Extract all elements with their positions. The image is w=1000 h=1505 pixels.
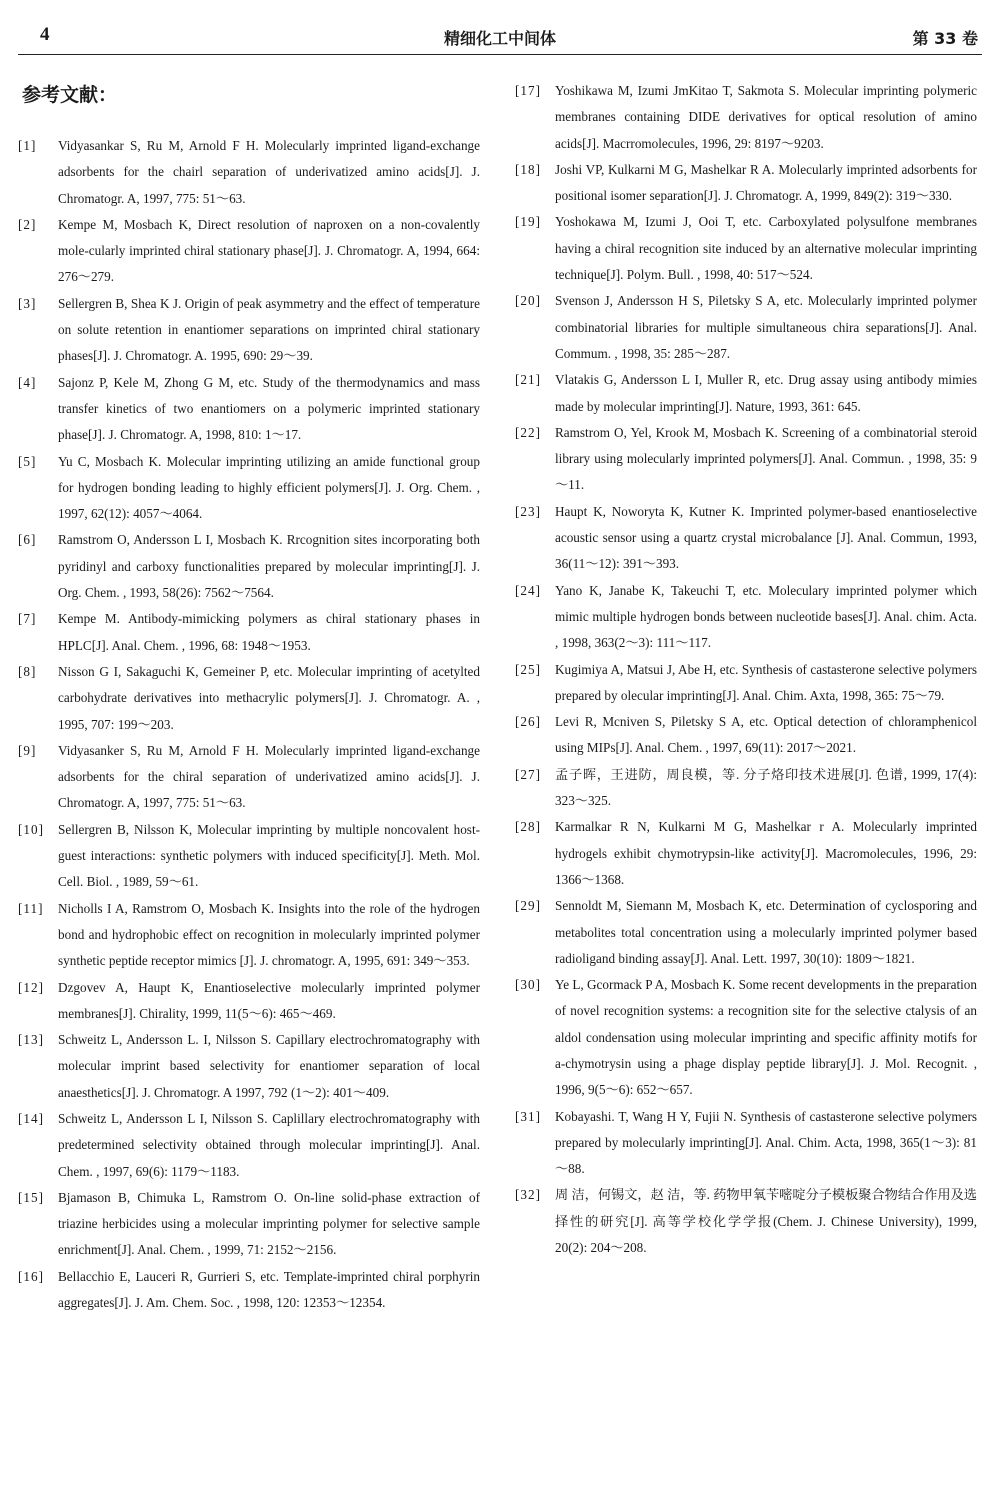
reference-text: Ramstrom O, Yel, Krook M, Mosbach K. Screening of a combinatorial steroid library using molecularly imprinted polymers[J]. Anal. Commun. , 1998, 35: 9～11.: [555, 424, 977, 493]
reference-number: [29]: [515, 898, 541, 914]
reference-text: Vlatakis G, Andersson L I, Muller R, etc. Drug assay using antibody mimies made by molecular imprinting[J]. Nature, 1993, 361: 645.: [555, 372, 977, 414]
reference-text: Yoshokawa M, Izumi J, Ooi T, etc. Carboxylated polysulfone membranes having a chiral recognition site induced by an alternative molecular imprinting technique[J]. Polym. Bull. , 1998, 40: 517～524.: [555, 214, 977, 283]
reference-number: [20]: [515, 293, 541, 309]
reference-item: [515, 157, 977, 210]
running-header: [18, 20, 982, 55]
reference-number: [1]: [18, 138, 37, 153]
reference-number: [26]: [515, 714, 541, 730]
reference-text: Karmalkar R N, Kulkarni M G, Mashelkar r A. Molecularly imprinted hydrogels exhibit chymotrypsin-like activity[J]. Macromolecules, 1996, 29: 1366～1368.: [555, 819, 977, 887]
reference-text: Ye L, Gcormack P A, Mosbach K. Some recent developments in the preparation of novel recognition systems: a recognition site for the selective ctalysis of an aldol condensation using molecular imprinting and specific affinity motifs for a-chymotrysin using a phage display peptide library[J]. J. Mol. Recognit. , 1996, 9(5～6): 652～657.: [555, 977, 977, 1098]
reference-item: [18, 212, 480, 291]
reference-number: [22]: [515, 424, 541, 440]
reference-item: [515, 1182, 977, 1261]
references-right-column: [515, 78, 977, 1261]
reference-text: Kobayashi. T, Wang H Y, Fujii N. Synthesis of castasterone selective polymers prepared by molecularly imprinting[J]. Anal. Chim. Acta, 1998, 365(1～3): 81～88.: [555, 1108, 977, 1177]
reference-item: [515, 762, 977, 815]
reference-text: Kempe M. Antibody-mimicking polymers as chiral stationary phases in HPLC[J]. Anal. Chem. , 1996, 68: 1948～1953.: [58, 611, 480, 653]
reference-text: 周 洁，何锡文，赵 洁，等. 药物甲氧苄嘧啶分子模板聚合物结合作用及选择性的研究[J]. 高等学校化学学报(Chem. J. Chinese University), 1999, 20(2): 204～208.: [555, 1187, 977, 1256]
reference-item: [515, 972, 977, 1103]
references-heading: 参考文献：: [22, 84, 118, 106]
reference-text: Ramstrom O, Andersson L I, Mosbach K. Rrcognition sites incorporating both pyridinyl and carboxy functionalities prepared by molecular imprinting[J]. J. Org. Chem. , 1993, 58(26): 7562～7564.: [58, 532, 480, 601]
reference-text: Dzgovev A, Haupt K, Enantioselective molecularly imprinted polymer membranes[J]. Chirality, 1999, 11(5～6): 465～469.: [58, 979, 480, 1021]
reference-number: [15]: [18, 1189, 44, 1205]
reference-number: [30]: [515, 977, 541, 993]
reference-number: [8]: [18, 663, 37, 679]
reference-number: [16]: [18, 1268, 44, 1284]
reference-number: [28]: [515, 819, 541, 835]
reference-number: [9]: [18, 742, 37, 758]
reference-item: [515, 288, 977, 367]
reference-item: [515, 367, 977, 420]
reference-number: [6]: [18, 532, 37, 548]
reference-text: Kugimiya A, Matsui J, Abe H, etc. Synthesis of castasterone selective polymers prepared by olecular imprinting[J]. Anal. Chim. Axta, 1998, 365: 75～79.: [555, 661, 977, 703]
reference-item: [18, 527, 480, 606]
reference-item: [515, 420, 977, 499]
journal-title: 精细化工中间体: [443, 29, 556, 48]
reference-text: 孟子晖，王进防，周良模，等. 分子烙印技术进展[J]. 色谱, 1999, 17(4): 323～325.: [555, 766, 977, 809]
reference-number: [2]: [18, 216, 37, 232]
references-left-column: [18, 133, 480, 1316]
reference-item: [18, 738, 480, 817]
reference-text: Joshi VP, Kulkarni M G, Mashelkar R A. Molecularly imprinted adsorbents for positional isomer separation[J]. J. Chromatogr. A, 1999, 849(2): 319～330.: [555, 161, 977, 204]
reference-text: Vidyasanker S, Ru M, Arnold F H. Molecularly imprinted ligand-exchange adsorbents for the chiral separation of underivatized amino acids[J]. J. Chromatogr. A, 1997, 775: 51～63.: [58, 742, 480, 811]
reference-number: [4]: [18, 374, 37, 390]
reference-number: [24]: [515, 582, 541, 598]
reference-number: [12]: [18, 979, 44, 995]
reference-number: [31]: [515, 1108, 541, 1124]
reference-item: [18, 1027, 480, 1106]
reference-item: [515, 709, 977, 762]
reference-number: [18]: [515, 161, 541, 177]
reference-item: [18, 1106, 480, 1185]
reference-item: [515, 578, 977, 657]
reference-item: [18, 1185, 480, 1264]
reference-item: [515, 657, 977, 710]
reference-item: [18, 133, 480, 212]
reference-text: Kempe M, Mosbach K, Direct resolution of naproxen on a non-covalently mole-cularly imprinted chiral stationary phase[J]. J. Chromatogr. A, 1994, 664: 276～279.: [58, 216, 480, 285]
reference-text: Sellergren B, Nilsson K, Molecular imprinting by multiple noncovalent host-guest interactions: synthetic polymers with induced specificity[J]. Meth. Mol. Cell. Biol. , 1989, 59～61.: [58, 821, 480, 890]
reference-item: [18, 370, 480, 449]
reference-item: [18, 896, 480, 975]
reference-text: Schweitz L, Andersson L. I, Nilsson S. Capillary electrochromatography with molecular imprint based selectivity for enantiomer separation of local anaesthetics[J]. J. Chromatogr. A 1997, 792 (1～2): 401～409.: [58, 1032, 480, 1100]
reference-item: [515, 893, 977, 972]
reference-text: Yano K, Janabe K, Takeuchi T, etc. Moleculary imprinted polymer which mimic multiple hydrogen bonds between nucleotide bases[J]. Anal. chim. Acta. , 1998, 363(2～3): 111～117.: [555, 582, 977, 651]
reference-item: [515, 1104, 977, 1183]
reference-text: Sellergren B, Shea K J. Origin of peak asymmetry and the effect of temperature on solute retention in enantiomer separations on imprinted chiral stationary phases[J]. J. Chromatogr. A. 1995, 690: 29～39.: [58, 295, 480, 364]
reference-number: [13]: [18, 1032, 44, 1048]
reference-item: [515, 499, 977, 578]
reference-number: [14]: [18, 1110, 44, 1126]
reference-text: Yu C, Mosbach K. Molecular imprinting utilizing an amide functional group for hydrogen bonding leading to highly efficient polymers[J]. J. Org. Chem. , 1997, 62(12): 4057～4064.: [58, 453, 480, 522]
reference-number: [23]: [515, 503, 541, 519]
reference-item: [18, 817, 480, 896]
reference-text: Levi R, Mcniven S, Piletsky S A, etc. Optical detection of chloramphenicol using MIPs[J]. Anal. Chem. , 1997, 69(11): 2017～2021.: [555, 714, 977, 756]
reference-text: Schweitz L, Andersson L I, Nilsson S. Caplillary electrochromatography with predetermined selectivity obtained through molecular imprinting[J]. Anal. Chem. , 1997, 69(6): 1179～1183.: [58, 1110, 480, 1179]
reference-number: [11]: [18, 900, 44, 916]
reference-number: [19]: [515, 214, 541, 230]
reference-number: [27]: [515, 766, 541, 782]
reference-number: [17]: [515, 83, 541, 98]
reference-item: [515, 814, 977, 893]
reference-item: [515, 209, 977, 288]
reference-text: Bellacchio E, Lauceri R, Gurrieri S, etc. Template-imprinted chiral porphyrin aggregates[J]. J. Am. Chem. Soc. , 1998, 120: 12353～12354.: [58, 1268, 480, 1311]
reference-item: [18, 606, 480, 659]
reference-text: Vidyasankar S, Ru M, Arnold F H. Molecularly imprinted ligand-exchange adsorbents for the chairl separation of underivatized amino acids[J]. J. Chromatogr. A, 1997, 775: 51～63.: [58, 138, 480, 206]
reference-number: [3]: [18, 295, 37, 311]
reference-item: [18, 291, 480, 370]
reference-number: [21]: [515, 372, 541, 388]
reference-text: Sennoldt M, Siemann M, Mosbach K, etc. Determination of cyclosporing and metabolites total concentration using a molecularly imprinted polymer based radioligand binding assay[J]. Anal. Lett. 1997, 30(10): 1809～1821.: [555, 898, 977, 966]
reference-item: [18, 975, 480, 1028]
reference-text: Svenson J, Andersson H S, Piletsky S A, etc. Molecularly imprinted polymer combinatorial libraries for multiple simultaneous chira separations[J]. Anal. Commum. , 1998, 35: 285～287.: [555, 293, 977, 361]
reference-text: Sajonz P, Kele M, Zhong G M, etc. Study of the thermodynamics and mass transfer kinetics of two enantiomers on a polymeric imprinted stationary phase[J]. J. Chromatogr. A, 1998, 810: 1～17.: [58, 374, 480, 443]
reference-text: Nicholls I A, Ramstrom O, Mosbach K. Insights into the role of the hydrogen bond and hydrophobic effect on recognition in molecularly imprinted polymer synthetic peptide receptor mimics [J]. J. chromatogr. A, 1995, 691: 349～353.: [58, 900, 480, 969]
reference-number: [10]: [18, 821, 44, 837]
reference-item: [18, 659, 480, 738]
reference-text: Nisson G I, Sakaguchi K, Gemeiner P, etc. Molecular imprinting of acetylted carbohydrate derivatives into methacrylic polymers[J]. J. Chromatogr. A. , 1995, 707: 199～203.: [58, 663, 480, 732]
reference-item: [515, 78, 977, 157]
page-number: 4: [40, 24, 50, 45]
reference-number: [25]: [515, 661, 541, 677]
reference-text: Yoshikawa M, Izumi JmKitao T, Sakmota S. Molecular imprinting polymeric membranes containing DIDE derivatives for optical resolution of amino acids[J]. Macrromolecules, 1996, 29: 8197～9203.: [555, 83, 977, 151]
reference-item: [18, 449, 480, 528]
volume-label: 第 33 卷: [912, 29, 978, 48]
reference-text: Bjamason B, Chimuka L, Ramstrom O. On-line solid-phase extraction of triazine herbicides using a molecular imprinting polymer for selective sample enrichment[J]. Anal. Chem. , 1999, 71: 2152～2156.: [58, 1189, 480, 1258]
reference-text: Haupt K, Noworyta K, Kutner K. Imprinted polymer-based enantioselective acoustic sensor using a quartz crystal microbalance [J]. Anal. Commun, 1993, 36(11～12): 391～393.: [555, 503, 977, 572]
reference-item: [18, 1264, 480, 1317]
reference-number: [32]: [515, 1187, 541, 1203]
reference-number: [7]: [18, 611, 37, 627]
reference-number: [5]: [18, 453, 37, 469]
